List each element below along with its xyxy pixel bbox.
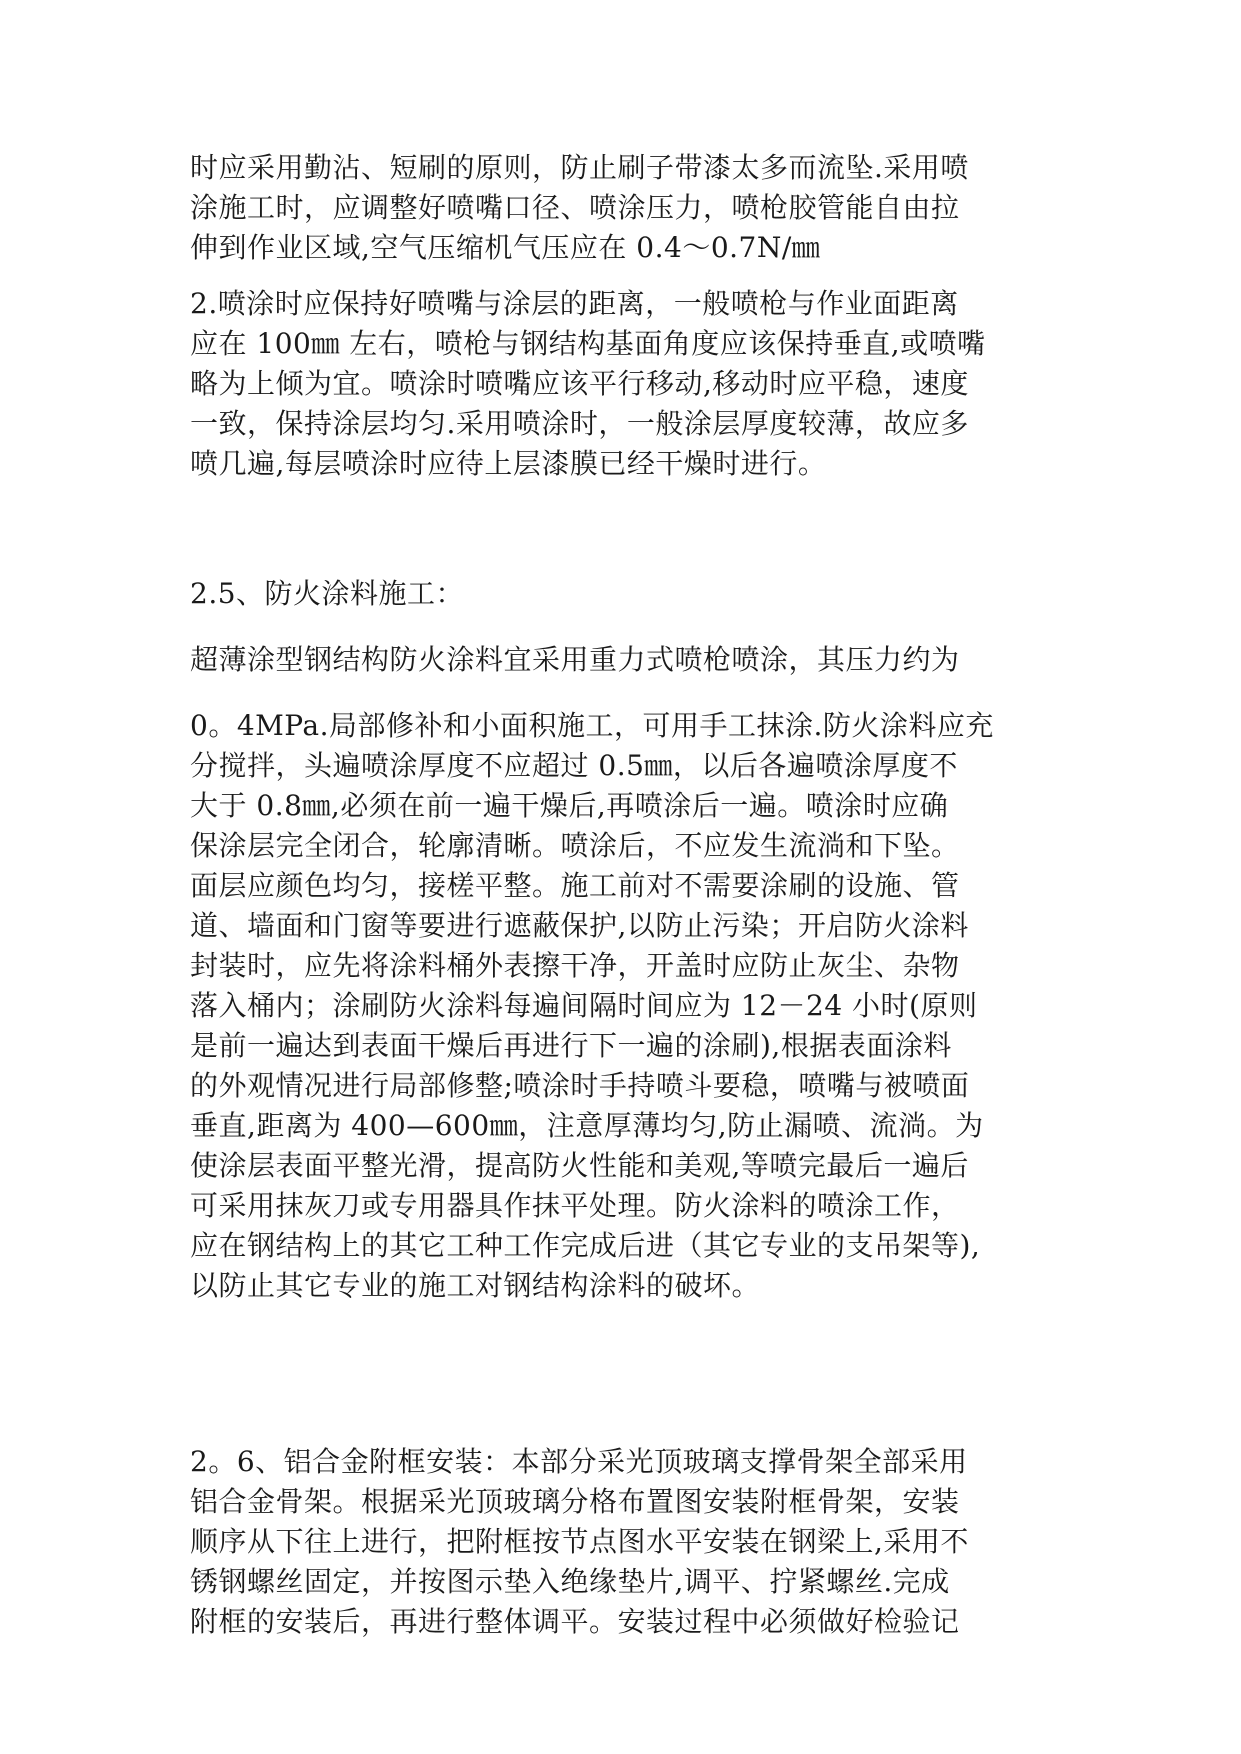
text-line: 附框的安装后，再进行整体调平。安装过程中必须做好检验记 [190,1605,960,1638]
text-line: 锈钢螺丝固定，并按图示垫入绝缘垫片,调平、拧紧螺丝.完成 [190,1565,950,1598]
text-line: 超薄涂型钢结构防火涂料宜采用重力式喷枪喷涂，其压力约为 [190,643,960,676]
paragraph-spray-distance [190,284,1090,484]
text-line: 面层应颜色均匀，接槎平整。施工前对不需要涂刷的设施、管 [190,869,960,902]
paragraph-fireproof-lead [190,640,1090,680]
paragraph-aluminum-frame-installation [190,1442,1090,1642]
paragraph-brush-spray-method [190,148,1090,268]
text-line: 使涂层表面平整光滑，提高防火性能和美观,等喷完最后一遍后 [190,1149,969,1182]
text-line: 应在钢结构上的其它工种工作完成后进（其它专业的支吊架等), [190,1229,981,1262]
text-line: 以防止其它专业的施工对钢结构涂料的破坏。 [190,1269,761,1302]
text-line: 2.喷涂时应保持好喷嘴与涂层的距离，一般喷枪与作业面距离 [190,287,959,320]
paragraph-fireproof-coating-details [190,706,1090,1306]
text-line: 2。6、铝合金附框安装：本部分采光顶玻璃支撑骨架全部采用 [190,1445,968,1478]
text-line: 伸到作业区域,空气压缩机气压应在 0.4～0.7N/㎜ [190,231,821,264]
text-line: 垂直,距离为 400—600㎜，注意厚薄均匀,防止漏喷、流淌。为 [190,1109,984,1142]
text-line: 铝合金骨架。根据采光顶玻璃分格布置图安装附框骨架，安装 [190,1485,960,1518]
text-line: 保涂层完全闭合，轮廓清晰。喷涂后，不应发生流淌和下坠。 [190,829,960,862]
text-line: 一致，保持涂层均匀.采用喷涂时，一般涂层厚度较薄，故应多 [190,407,969,440]
text-line: 涂施工时，应调整好喷嘴口径、喷涂压力，喷枪胶管能自由拉 [190,191,960,224]
text-line: 大于 0.8㎜,必须在前一遍干燥后,再喷涂后一遍。喷涂时应确 [190,789,949,822]
text-line: 的外观情况进行局部修整;喷涂时手持喷斗要稳，喷嘴与被喷面 [190,1069,970,1102]
text-line: 落入桶内；涂刷防火涂料每遍间隔时间应为 12－24 小时(原则 [190,989,978,1022]
text-line: 时应采用勤沾、短刷的原则，防止刷子带漆太多而流坠.采用喷 [190,151,969,184]
section-heading: 2.5、防火涂料施工： [190,577,465,610]
text-line: 是前一遍达到表面干燥后再进行下一遍的涂刷),根据表面涂料 [190,1029,952,1062]
text-line: 封装时，应先将涂料桶外表擦干净，开盖时应防止灰尘、杂物 [190,949,960,982]
text-line: 应在 100㎜ 左右，喷枪与钢结构基面角度应该保持垂直,或喷嘴 [190,327,986,360]
text-line: 道、墙面和门窗等要进行遮蔽保护,以防止污染；开启防火涂料 [190,909,969,942]
text-line: 分搅拌，头遍喷涂厚度不应超过 0.5㎜，以后各遍喷涂厚度不 [190,749,958,782]
text-line: 喷几遍,每层喷涂时应待上层漆膜已经干燥时进行。 [190,447,827,480]
text-line: 顺序从下往上进行，把附框按节点图水平安装在钢梁上,采用不 [190,1525,969,1558]
section-heading-fireproof-coating [190,574,1090,614]
text-line: 可采用抹灰刀或专用器具作抹平处理。防火涂料的喷涂工作， [190,1189,960,1222]
text-line: 0。4MPa.局部修补和小面积施工，可用手工抹涂.防火涂料应充 [190,709,994,742]
text-line: 略为上倾为宜。喷涂时喷嘴应该平行移动,移动时应平稳，速度 [190,367,969,400]
